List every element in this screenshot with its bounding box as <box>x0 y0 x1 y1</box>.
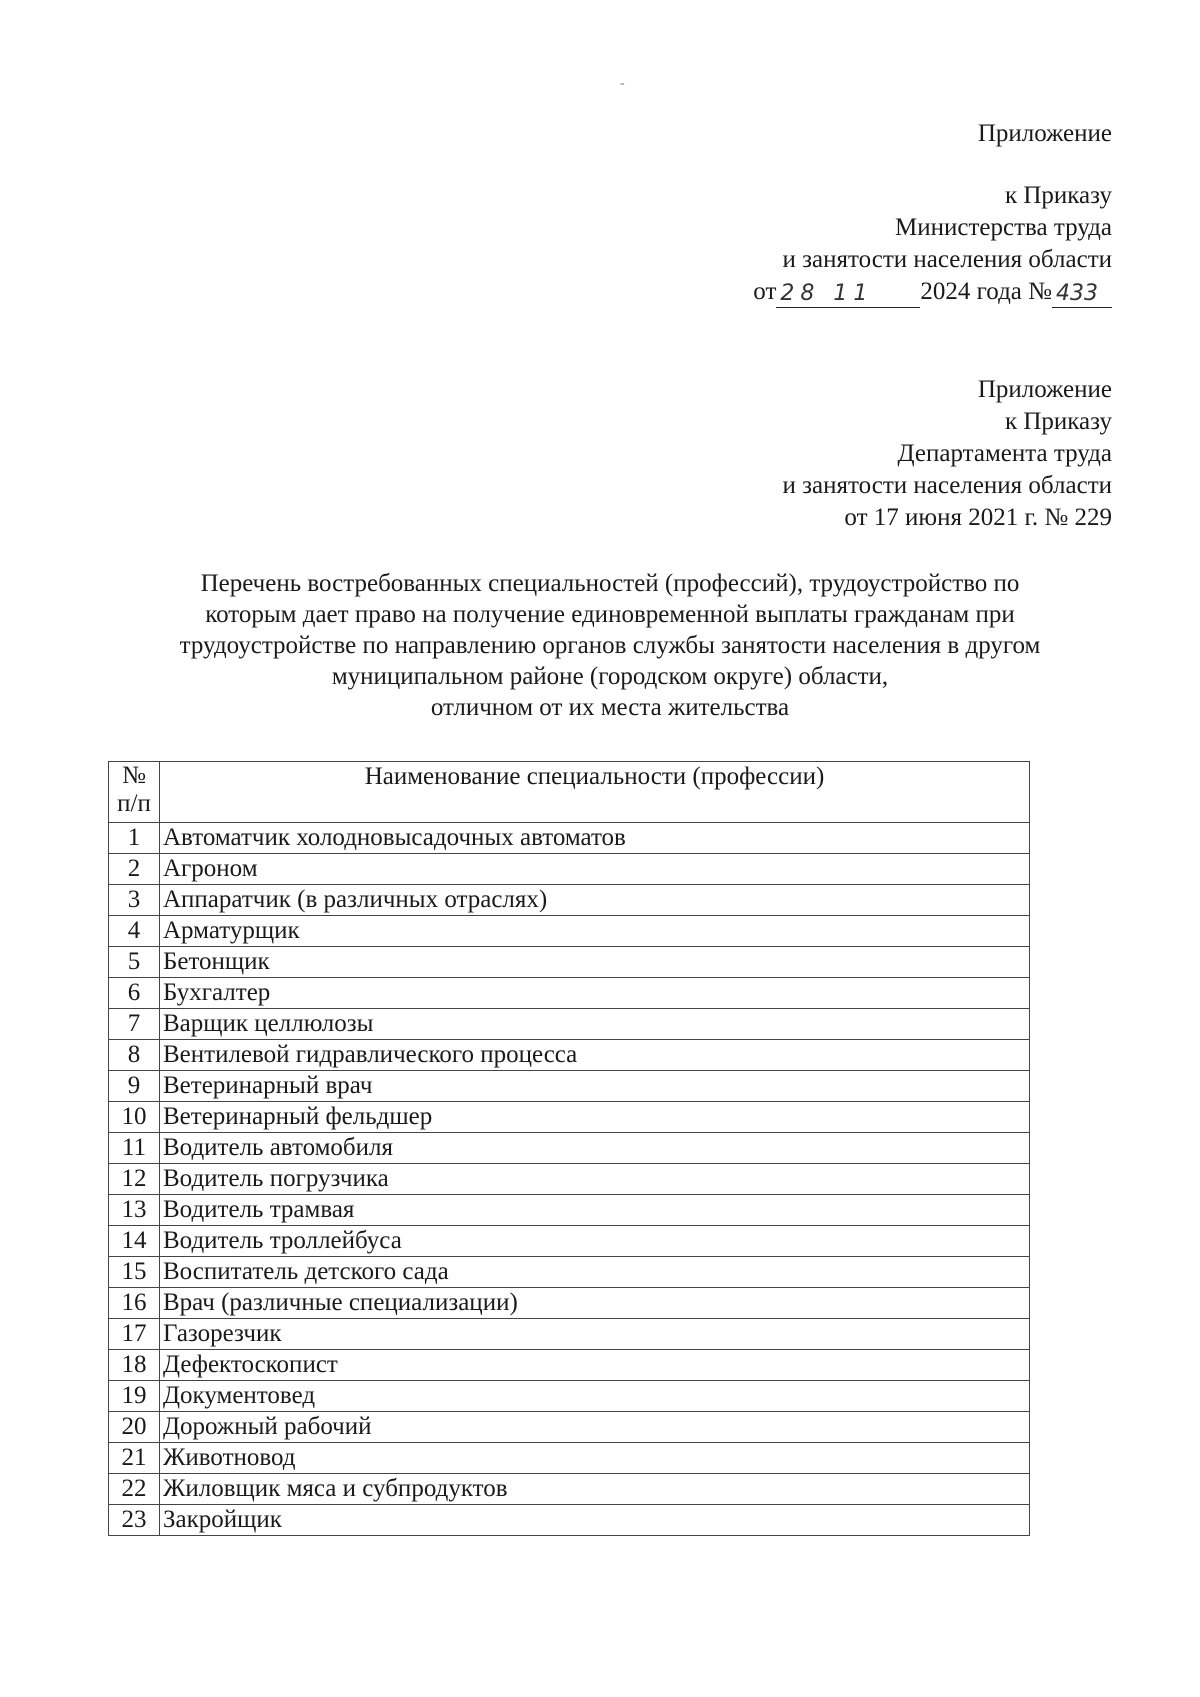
table-row <box>109 1195 1030 1226</box>
table-row <box>109 1133 1030 1164</box>
row-number: 8 <box>109 1040 160 1071</box>
row-number: 21 <box>109 1443 160 1474</box>
header-number <box>109 762 160 823</box>
profession-name: Врач (различные специализации) <box>160 1288 1030 1319</box>
profession-name: Документовед <box>160 1381 1030 1412</box>
profession-name: Животновод <box>160 1443 1030 1474</box>
document-title <box>100 568 1120 723</box>
table-row <box>109 1319 1030 1350</box>
row-number: 1 <box>109 823 160 854</box>
ministry-name-cont: и занятости населения области <box>782 246 1112 273</box>
table-row <box>109 1474 1030 1505</box>
title-line: муниципальном районе (городском округе) области, <box>331 663 889 690</box>
row-number: 10 <box>109 1102 160 1133</box>
profession-name: Ветеринарный врач <box>160 1071 1030 1102</box>
table-row <box>109 916 1030 947</box>
title-line: Перечень востребованных специальностей (профессий), трудоустройство по <box>200 570 1020 597</box>
profession-name: Дефектоскопист <box>160 1350 1030 1381</box>
order-ref: к Приказу <box>1004 408 1112 435</box>
header-number-symbol: № <box>122 762 146 789</box>
table-row <box>109 1257 1030 1288</box>
order-date-line <box>753 276 1112 308</box>
professions-table <box>108 761 1030 1536</box>
table-row <box>109 823 1030 854</box>
row-number: 7 <box>109 1009 160 1040</box>
order-date: от 17 июня 2021 г. № 229 <box>844 504 1112 531</box>
department-name: Департамента труда <box>897 440 1112 467</box>
table-row <box>109 1102 1030 1133</box>
appendix-header-current <box>753 118 1112 308</box>
title-line: отличном от их места жительства <box>430 694 790 721</box>
order-ref: к Приказу <box>1004 182 1112 209</box>
row-number: 2 <box>109 854 160 885</box>
table-row <box>109 1350 1030 1381</box>
title-line: которым дает право на получение единовременной выплаты гражданам при <box>205 601 1015 628</box>
header-profession-name: Наименование специальности (профессии) <box>160 762 1030 823</box>
row-number: 13 <box>109 1195 160 1226</box>
table-row <box>109 1443 1030 1474</box>
department-name-cont: и занятости населения области <box>782 472 1112 499</box>
appendix-label: Приложение <box>977 376 1112 403</box>
appendix-label: Приложение <box>977 120 1112 147</box>
profession-name: Автоматчик холодновысадочных автоматов <box>160 823 1030 854</box>
row-number: 20 <box>109 1412 160 1443</box>
profession-name: Ветеринарный фельдшер <box>160 1102 1030 1133</box>
ministry-name: Министерства труда <box>895 214 1112 241</box>
table-row <box>109 1164 1030 1195</box>
row-number: 14 <box>109 1226 160 1257</box>
profession-name: Аппаратчик (в различных отраслях) <box>160 885 1030 916</box>
row-number: 5 <box>109 947 160 978</box>
row-number: 15 <box>109 1257 160 1288</box>
profession-name: Дорожный рабочий <box>160 1412 1030 1443</box>
row-number: 22 <box>109 1474 160 1505</box>
row-number: 17 <box>109 1319 160 1350</box>
table-row <box>109 1040 1030 1071</box>
row-number: 16 <box>109 1288 160 1319</box>
row-number: 6 <box>109 978 160 1009</box>
profession-name: Агроном <box>160 854 1030 885</box>
table-row <box>109 1226 1030 1257</box>
row-number: 4 <box>109 916 160 947</box>
table-header-row <box>109 762 1030 823</box>
table-row <box>109 978 1030 1009</box>
table-row <box>109 1071 1030 1102</box>
table-row <box>109 1381 1030 1412</box>
profession-name: Водитель автомобиля <box>160 1133 1030 1164</box>
table-row <box>109 1009 1030 1040</box>
profession-name: Водитель погрузчика <box>160 1164 1030 1195</box>
table-row <box>109 1412 1030 1443</box>
profession-name: Варщик целлюлозы <box>160 1009 1030 1040</box>
row-number: 18 <box>109 1350 160 1381</box>
profession-name: Водитель трамвая <box>160 1195 1030 1226</box>
table-row <box>109 1288 1030 1319</box>
row-number: 12 <box>109 1164 160 1195</box>
profession-name: Вентилевой гидравлического процесса <box>160 1040 1030 1071</box>
table-row <box>109 1505 1030 1536</box>
profession-name: Арматурщик <box>160 916 1030 947</box>
profession-name: Воспитатель детского сада <box>160 1257 1030 1288</box>
handwritten-order-number: 433 <box>1052 281 1112 308</box>
profession-name: Бетонщик <box>160 947 1030 978</box>
profession-name: Водитель троллейбуса <box>160 1226 1030 1257</box>
handwritten-date: 28 11 <box>776 281 920 308</box>
row-number: 9 <box>109 1071 160 1102</box>
row-number: 19 <box>109 1381 160 1412</box>
table-row <box>109 854 1030 885</box>
profession-name: Закройщик <box>160 1505 1030 1536</box>
profession-name: Бухгалтер <box>160 978 1030 1009</box>
appendix-header-original <box>783 374 1112 534</box>
table-row <box>109 885 1030 916</box>
profession-name: Жиловщик мяса и субпродуктов <box>160 1474 1030 1505</box>
profession-name: Газорезчик <box>160 1319 1030 1350</box>
table-body <box>109 823 1030 1536</box>
spacer <box>753 150 1112 180</box>
table-row <box>109 947 1030 978</box>
row-number: 23 <box>109 1505 160 1536</box>
title-line: трудоустройстве по направлению органов службы занятости населения в другом <box>179 632 1041 659</box>
page-mark: - <box>620 76 625 91</box>
row-number: 3 <box>109 885 160 916</box>
date-suffix: 2024 года № <box>920 278 1052 305</box>
date-prefix: от <box>753 278 777 305</box>
row-number: 11 <box>109 1133 160 1164</box>
header-number-abbr: п/п <box>117 790 151 817</box>
